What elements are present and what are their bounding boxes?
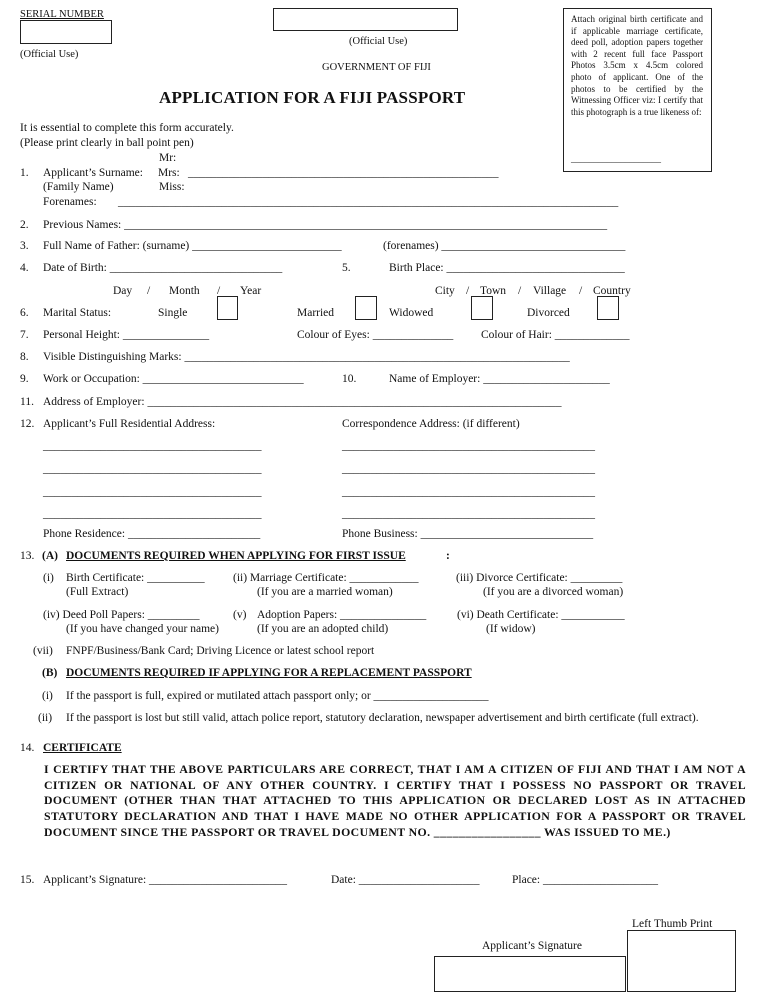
- q9-number: 9.: [20, 373, 29, 385]
- residential-address-line[interactable]: ______________________________________: [43, 486, 262, 498]
- birth-certificate-field[interactable]: Birth Certificate: __________: [66, 572, 205, 584]
- q12-number: 12.: [20, 418, 35, 430]
- photo-instructions: Attach original birth certificate and if applicable marriage certificate, deed poll, adoption papers together with 2 recent full face Passport Photos 3.5cm x 4.5cm colored photo of applicant. One of the photos to be certified by the Witnessing Officer viz: I certify that this photograph is a true likeness of:: [571, 14, 703, 117]
- government-label: GOVERNMENT OF FIJI: [322, 62, 431, 73]
- official-use-left: (Official Use): [20, 49, 79, 60]
- bp-town-hint: Town: [480, 285, 507, 297]
- intro-line-1: It is essential to complete this form accurately.: [20, 122, 234, 134]
- bp-sep-2: /: [518, 285, 522, 297]
- section-a-colon: :: [446, 550, 450, 562]
- signature-box[interactable]: [434, 956, 626, 992]
- residential-address-line[interactable]: ______________________________________: [43, 440, 262, 452]
- correspondence-address-line[interactable]: ____________________________________________: [342, 508, 595, 520]
- death-certificate-note: (If widow): [486, 623, 536, 635]
- father-forenames-field[interactable]: (forenames) ________________________________: [383, 240, 626, 252]
- single-checkbox[interactable]: [217, 296, 238, 320]
- dob-day-hint: Day: [113, 285, 133, 297]
- adoption-papers-note: (If you are an adopted child): [257, 623, 389, 635]
- forenames-field[interactable]: _______________________________________________________________________________________: [118, 196, 619, 208]
- serial-number-box[interactable]: [20, 20, 112, 44]
- correspondence-address-line[interactable]: ____________________________________________: [342, 486, 595, 498]
- height-field[interactable]: Personal Height: _______________: [43, 329, 210, 341]
- certificate-text: I CERTIFY THAT THE ABOVE PARTICULARS ARE CORRECT, THAT I AM A CITIZEN OF FIJI AND THAT I AM NOT A CITIZEN OR NATIONAL OF ANY OTHER COUNTRY. I CERTIFY THAT I POSSESS NO PASSPORT OR TRAVEL DOCUMENT (OTHER THAN THAT ATTACHED TO THIS APPLICATION OR DECLARED LOST AS IN ATTACHED STATUTORY DECLARATION AND THAT I HAVE MADE NO OTHER APPLICATION FOR A PASSPORT OR TRAVEL DOCUMENT SINCE THE PASSPORT OR TRAVEL DOCUMENT NO. _________________ WAS ISSUED TO ME.): [44, 762, 746, 839]
- widowed-checkbox[interactable]: [471, 296, 493, 320]
- dob-year-hint: Year: [240, 285, 262, 297]
- certificate-title: CERTIFICATE: [43, 742, 122, 754]
- hair-colour-field[interactable]: Colour of Hair: _____________: [481, 329, 630, 341]
- residential-address-line[interactable]: ______________________________________: [43, 463, 262, 475]
- official-use-box[interactable]: [273, 8, 458, 31]
- married-checkbox[interactable]: [355, 296, 377, 320]
- residential-address-label: Applicant’s Full Residential Address:: [43, 418, 216, 430]
- surname-field[interactable]: ______________________________________________________: [188, 167, 499, 179]
- correspondence-address-label: Correspondence Address: (if different): [342, 418, 520, 430]
- title-mrs: Mrs:: [158, 167, 180, 179]
- adoption-papers-field[interactable]: Adoption Papers: _______________: [257, 609, 427, 621]
- q10-number: 10.: [342, 373, 357, 385]
- serial-number-label: SERIAL NUMBER: [20, 9, 104, 20]
- bp-sep-1: /: [466, 285, 470, 297]
- photo-name-line: ____________________: [571, 154, 661, 164]
- item-v-num: (v): [233, 609, 247, 621]
- b-item-i-num: (i): [42, 690, 53, 702]
- employer-address-field[interactable]: Address of Employer: ________________________________________________________________________: [43, 396, 562, 408]
- date-of-birth-field[interactable]: Date of Birth: ______________________________: [43, 262, 283, 274]
- marital-status-label: Marital Status:: [43, 307, 112, 319]
- marriage-certificate-field[interactable]: (ii) Marriage Certificate: ____________: [233, 572, 419, 584]
- replacement-lost-text: If the passport is lost but still valid, attach police report, statutory declaration, newspaper advertisement and birth certificate (full extract).: [66, 712, 699, 724]
- deed-poll-field[interactable]: (iv) Deed Poll Papers: _________: [43, 609, 200, 621]
- single-label: Single: [158, 307, 188, 319]
- page-title: APPLICATION FOR A FIJI PASSPORT: [159, 88, 466, 107]
- widowed-label: Widowed: [389, 307, 434, 319]
- applicant-signature-field[interactable]: Applicant’s Signature: ________________________: [43, 874, 288, 886]
- item-vii-num: (vii): [33, 645, 53, 657]
- bp-village-hint: Village: [533, 285, 567, 297]
- bp-sep-3: /: [579, 285, 583, 297]
- residential-address-line[interactable]: ______________________________________: [43, 508, 262, 520]
- replacement-full-field[interactable]: If the passport is full, expired or mutilated attach passport only; or ____________________: [66, 690, 489, 702]
- q3-number: 3.: [20, 240, 29, 252]
- b-item-ii-num: (ii): [38, 712, 53, 724]
- family-name-label: (Family Name): [43, 181, 114, 193]
- item-i-num: (i): [43, 572, 54, 584]
- marriage-certificate-note: (If you are a married woman): [257, 586, 393, 598]
- q11-number: 11.: [20, 396, 34, 408]
- section-b-title: DOCUMENTS REQUIRED IF APPLYING FOR A REPLACEMENT PASSPORT: [66, 667, 472, 679]
- deed-poll-note: (If you have changed your name): [66, 623, 219, 635]
- forenames-label: Forenames:: [43, 196, 97, 208]
- phone-residence-field[interactable]: Phone Residence: _______________________: [43, 528, 261, 540]
- death-certificate-field[interactable]: (vi) Death Certificate: ___________: [457, 609, 625, 621]
- birth-certificate-note: (Full Extract): [66, 586, 129, 598]
- married-label: Married: [297, 307, 335, 319]
- divorced-checkbox[interactable]: [597, 296, 619, 320]
- surname-label: Applicant’s Surname:: [43, 167, 143, 179]
- occupation-field[interactable]: Work or Occupation: ____________________________: [43, 373, 304, 385]
- q7-number: 7.: [20, 329, 29, 341]
- official-use-center: (Official Use): [349, 36, 408, 47]
- q1-number: 1.: [20, 167, 29, 179]
- eye-colour-field[interactable]: Colour of Eyes: ______________: [297, 329, 454, 341]
- bp-city-hint: City: [435, 285, 455, 297]
- q15-number: 15.: [20, 874, 35, 886]
- thumb-print-label: Left Thumb Print: [632, 918, 713, 930]
- previous-names-field[interactable]: Previous Names: ____________________________________________________________________________________: [43, 219, 608, 231]
- thumb-print-box[interactable]: [627, 930, 736, 992]
- q14-number: 14.: [20, 742, 35, 754]
- divorced-label: Divorced: [527, 307, 570, 319]
- father-surname-field[interactable]: Full Name of Father: (surname) __________________________: [43, 240, 342, 252]
- title-miss: Miss:: [159, 181, 185, 193]
- phone-business-field[interactable]: Phone Business: ______________________________: [342, 528, 594, 540]
- q5-number: 5.: [342, 262, 351, 274]
- q8-number: 8.: [20, 351, 29, 363]
- signature-box-label: Applicant’s Signature: [482, 940, 582, 952]
- correspondence-address-line[interactable]: ____________________________________________: [342, 463, 595, 475]
- place-field[interactable]: Place: ____________________: [512, 874, 658, 886]
- dob-sep-2: /: [217, 285, 221, 297]
- employer-name-field[interactable]: Name of Employer: ______________________: [389, 373, 610, 385]
- birth-place-field[interactable]: Birth Place: _______________________________: [389, 262, 625, 274]
- section-a-title: DOCUMENTS REQUIRED WHEN APPLYING FOR FIRST ISSUE: [66, 550, 406, 562]
- q4-number: 4.: [20, 262, 29, 274]
- bp-country-hint: Country: [593, 285, 631, 297]
- q6-number: 6.: [20, 307, 29, 319]
- correspondence-address-line[interactable]: ____________________________________________: [342, 440, 595, 452]
- q2-number: 2.: [20, 219, 29, 231]
- divorce-certificate-field[interactable]: (iii) Divorce Certificate: _________: [456, 572, 623, 584]
- divorce-certificate-note: (If you are a divorced woman): [483, 586, 624, 598]
- distinguishing-marks-field[interactable]: Visible Distinguishing Marks: ___________________________________________________________________: [43, 351, 570, 363]
- dob-month-hint: Month: [169, 285, 200, 297]
- item-vii-text: FNPF/Business/Bank Card; Driving Licence or latest school report: [66, 645, 375, 657]
- section-a-tag: (A): [42, 550, 58, 562]
- dob-sep-1: /: [147, 285, 151, 297]
- q13-number: 13.: [20, 550, 35, 562]
- intro-line-2: (Please print clearly in ball point pen): [20, 137, 194, 149]
- date-field[interactable]: Date: _____________________: [331, 874, 480, 886]
- title-mr: Mr:: [159, 152, 177, 164]
- section-b-tag: (B): [42, 667, 58, 679]
